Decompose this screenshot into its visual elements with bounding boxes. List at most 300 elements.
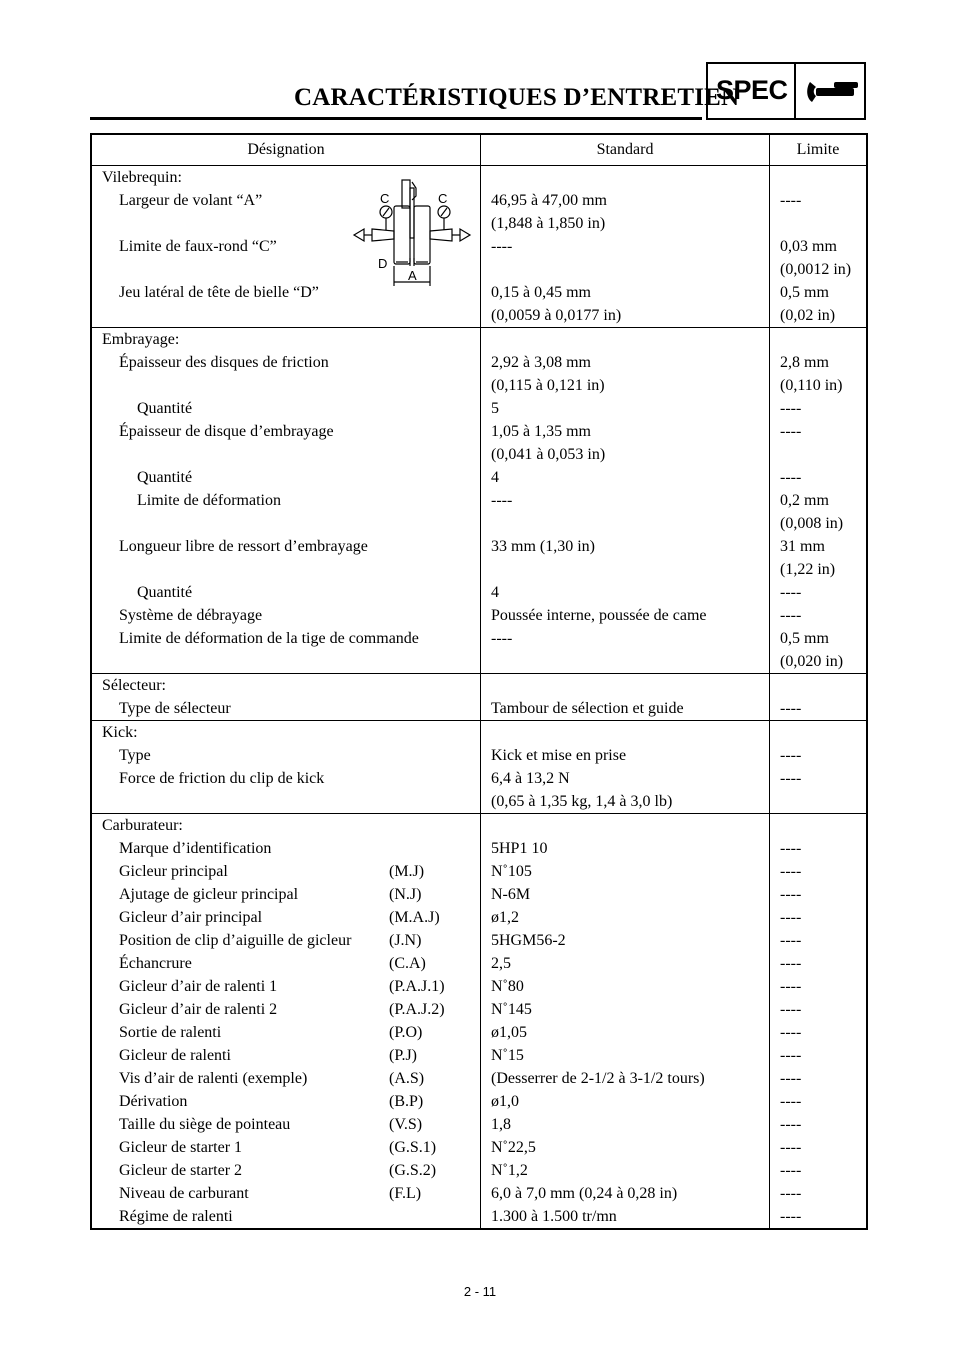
limit-cell xyxy=(770,1067,868,1090)
limit-value: ---- xyxy=(780,469,802,486)
std-value: 5 xyxy=(491,400,499,417)
limit-cell xyxy=(770,1090,868,1113)
std-value: (0,115 à 0,121 in) xyxy=(491,377,605,394)
std-cell xyxy=(481,627,770,674)
limit-cell xyxy=(770,466,868,489)
item-name: Gicleur d’air principal xyxy=(119,909,263,926)
table-row xyxy=(91,998,867,1021)
table-row xyxy=(91,837,867,860)
name-cell xyxy=(91,883,481,906)
std-cell xyxy=(481,744,770,767)
name-cell xyxy=(91,929,481,952)
std-cell xyxy=(481,767,770,814)
group-title: Kick: xyxy=(102,724,138,741)
std-value: Kick et mise en prise xyxy=(491,747,627,764)
name-cell xyxy=(91,235,481,281)
name-wrap xyxy=(92,998,480,1021)
page-title: CARACTÉRISTIQUES D’ENTRETIEN xyxy=(294,84,740,111)
col-header: Désignation xyxy=(91,134,481,166)
limit-cell xyxy=(770,744,868,767)
table-row xyxy=(91,975,867,998)
limit-cell xyxy=(770,1113,868,1136)
limit-value: (0,02 in) xyxy=(780,307,836,324)
name-cell xyxy=(91,837,481,860)
label-c-right: C xyxy=(438,191,448,206)
group-title-cell xyxy=(91,814,481,838)
name-wrap xyxy=(92,906,480,929)
item-name: Échancrure xyxy=(119,955,192,972)
limit-value: ---- xyxy=(780,1208,802,1225)
table-row xyxy=(91,397,867,420)
name-cell xyxy=(91,906,481,929)
limit-cell xyxy=(770,975,868,998)
item-code: (P.A.J.1) xyxy=(389,978,445,995)
table-row xyxy=(91,535,867,581)
table-row xyxy=(91,697,867,721)
limit-cell xyxy=(770,1159,868,1182)
name-cell xyxy=(91,998,481,1021)
item-code: (J.N) xyxy=(389,932,422,949)
label-c-left: C xyxy=(380,191,390,206)
item-name: Gicleur de ralenti xyxy=(119,1047,231,1064)
std-value: 1.300 à 1.500 tr/mn xyxy=(491,1208,617,1225)
std-cell xyxy=(481,697,770,721)
limit-cell xyxy=(770,1136,868,1159)
table-row xyxy=(91,1159,867,1182)
limit-value: (0,020 in) xyxy=(780,653,844,670)
item-name: Épaisseur de disque d’embrayage xyxy=(119,423,334,440)
std-cell xyxy=(481,1182,770,1205)
std-value: 4 xyxy=(491,469,499,486)
limit-value: 0,5 mm xyxy=(780,630,829,647)
group-title-row xyxy=(91,166,867,190)
std-cell xyxy=(481,328,770,352)
limit-cell xyxy=(770,814,868,838)
name-cell xyxy=(91,1182,481,1205)
item-code: (V.S) xyxy=(389,1116,423,1133)
limit-cell xyxy=(770,906,868,929)
item-name: Limite de faux-rond “C” xyxy=(119,238,277,255)
item-code: (P.A.J.2) xyxy=(389,1001,445,1018)
table-row xyxy=(91,489,867,535)
table-row xyxy=(91,1182,867,1205)
item-name: Niveau de carburant xyxy=(119,1185,249,1202)
page-number: 2 - 11 xyxy=(463,1284,497,1299)
limit-cell xyxy=(770,328,868,352)
group-title: Vilebrequin: xyxy=(102,169,182,186)
limit-cell xyxy=(770,420,868,466)
group-title: Embrayage: xyxy=(102,331,180,348)
table-row xyxy=(91,466,867,489)
std-cell xyxy=(481,166,770,190)
item-name: Gicleur de starter 2 xyxy=(119,1162,243,1179)
label-a: A xyxy=(408,268,417,283)
limit-cell xyxy=(770,581,868,604)
name-cell xyxy=(91,1113,481,1136)
name-wrap xyxy=(92,1113,480,1136)
limit-value: ---- xyxy=(780,955,802,972)
std-cell xyxy=(481,998,770,1021)
item-name: Position de clip d’aiguille de gicleur xyxy=(119,932,352,949)
item-name: Quantité xyxy=(137,469,193,486)
name-wrap xyxy=(92,860,480,883)
badge-divider xyxy=(794,64,796,118)
limit-value: ---- xyxy=(780,1070,802,1087)
std-value: 2,5 xyxy=(491,955,511,972)
name-cell xyxy=(91,1090,481,1113)
name-cell xyxy=(91,604,481,627)
limit-value: ---- xyxy=(780,863,802,880)
limit-cell xyxy=(770,929,868,952)
std-cell xyxy=(481,883,770,906)
limit-value: ---- xyxy=(780,770,802,787)
item-code: (F.L) xyxy=(389,1185,422,1202)
item-name: Quantité xyxy=(137,400,193,417)
name-cell xyxy=(91,281,481,328)
std-value: ---- xyxy=(491,238,513,255)
limit-cell xyxy=(770,721,868,745)
limit-cell xyxy=(770,883,868,906)
std-value: N˚105 xyxy=(491,863,532,880)
name-cell xyxy=(91,952,481,975)
limit-value: ---- xyxy=(780,1024,802,1041)
item-name: Force de friction du clip de kick xyxy=(119,770,325,787)
limit-cell xyxy=(770,351,868,397)
table-row xyxy=(91,1044,867,1067)
spec-table xyxy=(90,133,868,1230)
std-cell xyxy=(481,721,770,745)
limit-cell xyxy=(770,952,868,975)
name-cell xyxy=(91,767,481,814)
table-row xyxy=(91,883,867,906)
std-cell xyxy=(481,420,770,466)
table-row xyxy=(91,351,867,397)
limit-cell xyxy=(770,166,868,190)
std-value: N-6M xyxy=(491,886,531,903)
limit-cell xyxy=(770,674,868,698)
table-row xyxy=(91,1090,867,1113)
std-value: N˚15 xyxy=(491,1047,524,1064)
limit-cell xyxy=(770,281,868,328)
std-cell xyxy=(481,1159,770,1182)
limit-value: ---- xyxy=(780,1047,802,1064)
table-row xyxy=(91,1067,867,1090)
limit-cell xyxy=(770,1205,868,1229)
limit-value: ---- xyxy=(780,747,802,764)
item-name: Dérivation xyxy=(119,1093,188,1110)
std-value: (0,041 à 0,053 in) xyxy=(491,446,606,463)
std-cell xyxy=(481,581,770,604)
item-code: (A.S) xyxy=(389,1070,425,1087)
name-cell xyxy=(91,1205,481,1229)
name-wrap xyxy=(92,1159,480,1182)
limit-value: ---- xyxy=(780,1162,802,1179)
std-value: ø1,05 xyxy=(491,1024,527,1041)
std-cell xyxy=(481,235,770,281)
std-cell xyxy=(481,489,770,535)
table-row xyxy=(91,281,867,328)
item-name: Longueur libre de ressort d’embrayage xyxy=(119,538,368,555)
std-value: ø1,2 xyxy=(491,909,519,926)
std-cell xyxy=(481,1090,770,1113)
item-name: Gicleur principal xyxy=(119,863,228,880)
limit-value: ---- xyxy=(780,932,802,949)
name-cell xyxy=(91,1159,481,1182)
std-value: 5HP1 10 xyxy=(491,840,548,857)
item-code: (P.O) xyxy=(389,1024,423,1041)
std-value: 1,8 xyxy=(491,1116,511,1133)
std-cell xyxy=(481,535,770,581)
table-row xyxy=(91,627,867,674)
item-name: Gicleur d’air de ralenti 1 xyxy=(119,978,278,995)
limit-value: ---- xyxy=(780,840,802,857)
std-value: 0,15 à 0,45 mm xyxy=(491,284,591,301)
name-cell xyxy=(91,744,481,767)
limit-cell xyxy=(770,697,868,721)
name-cell xyxy=(91,1136,481,1159)
std-value: 46,95 à 47,00 mm xyxy=(491,192,607,209)
std-cell xyxy=(481,281,770,328)
name-cell xyxy=(91,466,481,489)
item-name: Type de sélecteur xyxy=(119,700,231,717)
item-name: Système de débrayage xyxy=(119,607,263,624)
item-name: Quantité xyxy=(137,584,193,601)
std-value: (Desserrer de 2-1/2 à 3-1/2 tours) xyxy=(491,1070,705,1087)
std-value: (0,65 à 1,35 kg, 1,4 à 3,0 lb) xyxy=(491,793,673,810)
std-cell xyxy=(481,929,770,952)
item-name: Limite de déformation xyxy=(137,492,281,509)
std-cell xyxy=(481,674,770,698)
std-cell xyxy=(481,860,770,883)
std-value: 1,05 à 1,35 mm xyxy=(491,423,591,440)
std-value: N˚145 xyxy=(491,1001,532,1018)
item-name: Gicleur d’air de ralenti 2 xyxy=(119,1001,278,1018)
name-cell xyxy=(91,535,481,581)
item-code: (P.J) xyxy=(389,1047,418,1064)
std-value: Poussée interne, poussée de came xyxy=(491,607,707,624)
group-title-row xyxy=(91,328,867,352)
std-cell xyxy=(481,604,770,627)
name-cell xyxy=(91,420,481,466)
std-cell xyxy=(481,906,770,929)
name-cell xyxy=(91,397,481,420)
name-cell xyxy=(91,581,481,604)
std-value: ---- xyxy=(491,630,513,647)
label-d: D xyxy=(378,256,388,271)
limit-value: (0,110 in) xyxy=(780,377,843,394)
group-title: Carburateur: xyxy=(102,817,183,834)
name-wrap xyxy=(92,883,480,906)
col-header: Standard xyxy=(481,134,770,166)
std-cell xyxy=(481,1067,770,1090)
table-row xyxy=(91,1136,867,1159)
table-row xyxy=(91,744,867,767)
item-name: Épaisseur des disques de friction xyxy=(119,354,329,371)
limit-value: ---- xyxy=(780,978,802,995)
std-cell xyxy=(481,952,770,975)
table-row xyxy=(91,189,867,235)
limit-cell xyxy=(770,1182,868,1205)
limit-value: ---- xyxy=(780,1139,802,1156)
std-value: N˚1,2 xyxy=(491,1162,528,1179)
name-wrap xyxy=(92,1182,480,1205)
limit-cell xyxy=(770,1021,868,1044)
limit-value: ---- xyxy=(780,909,802,926)
std-cell xyxy=(481,1044,770,1067)
table-row xyxy=(91,860,867,883)
limit-value: ---- xyxy=(780,1185,802,1202)
std-value: ø1,0 xyxy=(491,1093,519,1110)
limit-value: ---- xyxy=(780,1001,802,1018)
table-row xyxy=(91,420,867,466)
item-name: Gicleur de starter 1 xyxy=(119,1139,243,1156)
std-cell xyxy=(481,1205,770,1229)
item-name: Taille du siège de pointeau xyxy=(119,1116,291,1133)
header-rule xyxy=(90,117,702,120)
std-value: (0,0059 à 0,0177 in) xyxy=(491,307,622,324)
std-value: N˚22,5 xyxy=(491,1139,536,1156)
limit-value: (0,008 in) xyxy=(780,515,844,532)
item-code: (C.A) xyxy=(389,955,426,972)
std-value: 33 mm (1,30 in) xyxy=(491,538,595,555)
limit-cell xyxy=(770,235,868,281)
item-name: Sortie de ralenti xyxy=(119,1024,222,1041)
table-row xyxy=(91,1021,867,1044)
group-title-cell xyxy=(91,328,481,352)
std-cell xyxy=(481,351,770,397)
std-value: 2,92 à 3,08 mm xyxy=(491,354,591,371)
std-cell xyxy=(481,975,770,998)
group-title: Sélecteur: xyxy=(102,677,166,694)
table-row xyxy=(91,1205,867,1229)
item-code: (N.J) xyxy=(389,886,422,903)
limit-cell xyxy=(770,189,868,235)
std-cell xyxy=(481,189,770,235)
name-cell xyxy=(91,489,481,535)
item-name: Marque d’identification xyxy=(119,840,272,857)
table-row xyxy=(91,581,867,604)
item-name: Jeu latéral de tête de bielle “D” xyxy=(119,284,319,301)
name-wrap xyxy=(92,1044,480,1067)
std-value: 6,4 à 13,2 N xyxy=(491,770,570,787)
limit-cell xyxy=(770,627,868,674)
limit-cell xyxy=(770,397,868,420)
limit-value: ---- xyxy=(780,192,802,209)
std-cell xyxy=(481,1021,770,1044)
name-cell xyxy=(91,697,481,721)
table-row xyxy=(91,767,867,814)
name-cell xyxy=(91,1021,481,1044)
name-cell xyxy=(91,627,481,674)
item-code: (B.P) xyxy=(389,1093,424,1110)
name-wrap xyxy=(92,1021,480,1044)
name-cell xyxy=(91,860,481,883)
limit-value: 2,8 mm xyxy=(780,354,829,371)
limit-value: ---- xyxy=(780,886,802,903)
name-wrap xyxy=(92,1136,480,1159)
name-wrap xyxy=(92,975,480,998)
item-name: Limite de déformation de la tige de commande xyxy=(119,630,419,647)
table-row xyxy=(91,929,867,952)
std-value: 5HGM56-2 xyxy=(491,932,566,949)
limit-value: ---- xyxy=(780,607,802,624)
limit-value: (0,0012 in) xyxy=(780,261,852,278)
limit-value: ---- xyxy=(780,1093,802,1110)
table-row xyxy=(91,952,867,975)
group-title-row xyxy=(91,674,867,698)
limit-value: 0,5 mm xyxy=(780,284,829,301)
item-code: (M.A.J) xyxy=(389,909,440,926)
table-row xyxy=(91,1113,867,1136)
name-cell xyxy=(91,975,481,998)
std-value: N˚80 xyxy=(491,978,524,995)
std-cell xyxy=(481,837,770,860)
item-code: (G.S.2) xyxy=(389,1162,437,1179)
item-name: Type xyxy=(119,747,151,764)
limit-cell xyxy=(770,489,868,535)
group-title-row xyxy=(91,814,867,838)
limit-value: ---- xyxy=(780,423,802,440)
limit-value: ---- xyxy=(780,400,802,417)
std-value: Tambour de sélection et guide xyxy=(491,700,684,717)
name-wrap xyxy=(92,952,480,975)
limit-cell xyxy=(770,604,868,627)
name-wrap xyxy=(92,1090,480,1113)
item-name: Largeur de volant “A” xyxy=(119,192,263,209)
spec-label: SPEC xyxy=(716,75,788,105)
limit-cell xyxy=(770,535,868,581)
std-value: 4 xyxy=(491,584,499,601)
limit-cell xyxy=(770,837,868,860)
table-body xyxy=(91,166,867,1230)
limit-cell xyxy=(770,1044,868,1067)
group-title-row xyxy=(91,721,867,745)
name-cell xyxy=(91,189,481,235)
item-name: Ajutage de gicleur principal xyxy=(119,886,299,903)
table-row xyxy=(91,906,867,929)
table-row xyxy=(91,604,867,627)
wrench-icon xyxy=(804,74,864,108)
spec-badge xyxy=(706,62,866,120)
std-value: (1,848 à 1,850 in) xyxy=(491,215,606,232)
limit-value: 31 mm xyxy=(780,538,825,555)
item-name: Régime de ralenti xyxy=(119,1208,233,1225)
name-cell xyxy=(91,1067,481,1090)
item-code: (G.S.1) xyxy=(389,1139,437,1156)
table-row xyxy=(91,235,867,281)
limit-value: ---- xyxy=(780,700,802,717)
name-wrap xyxy=(92,1067,480,1090)
limit-value: ---- xyxy=(780,1116,802,1133)
group-title-cell xyxy=(91,721,481,745)
std-cell xyxy=(481,814,770,838)
std-cell xyxy=(481,1136,770,1159)
col-header: Limite xyxy=(770,134,868,166)
group-title-cell xyxy=(91,674,481,698)
limit-cell xyxy=(770,998,868,1021)
limit-value: 0,03 mm xyxy=(780,238,837,255)
name-cell xyxy=(91,1044,481,1067)
name-wrap xyxy=(92,929,480,952)
limit-value: 0,2 mm xyxy=(780,492,829,509)
std-cell xyxy=(481,397,770,420)
limit-cell xyxy=(770,860,868,883)
limit-value: (1,22 in) xyxy=(780,561,836,578)
std-cell xyxy=(481,1113,770,1136)
item-code: (M.J) xyxy=(389,863,425,880)
std-cell xyxy=(481,466,770,489)
limit-cell xyxy=(770,767,868,814)
